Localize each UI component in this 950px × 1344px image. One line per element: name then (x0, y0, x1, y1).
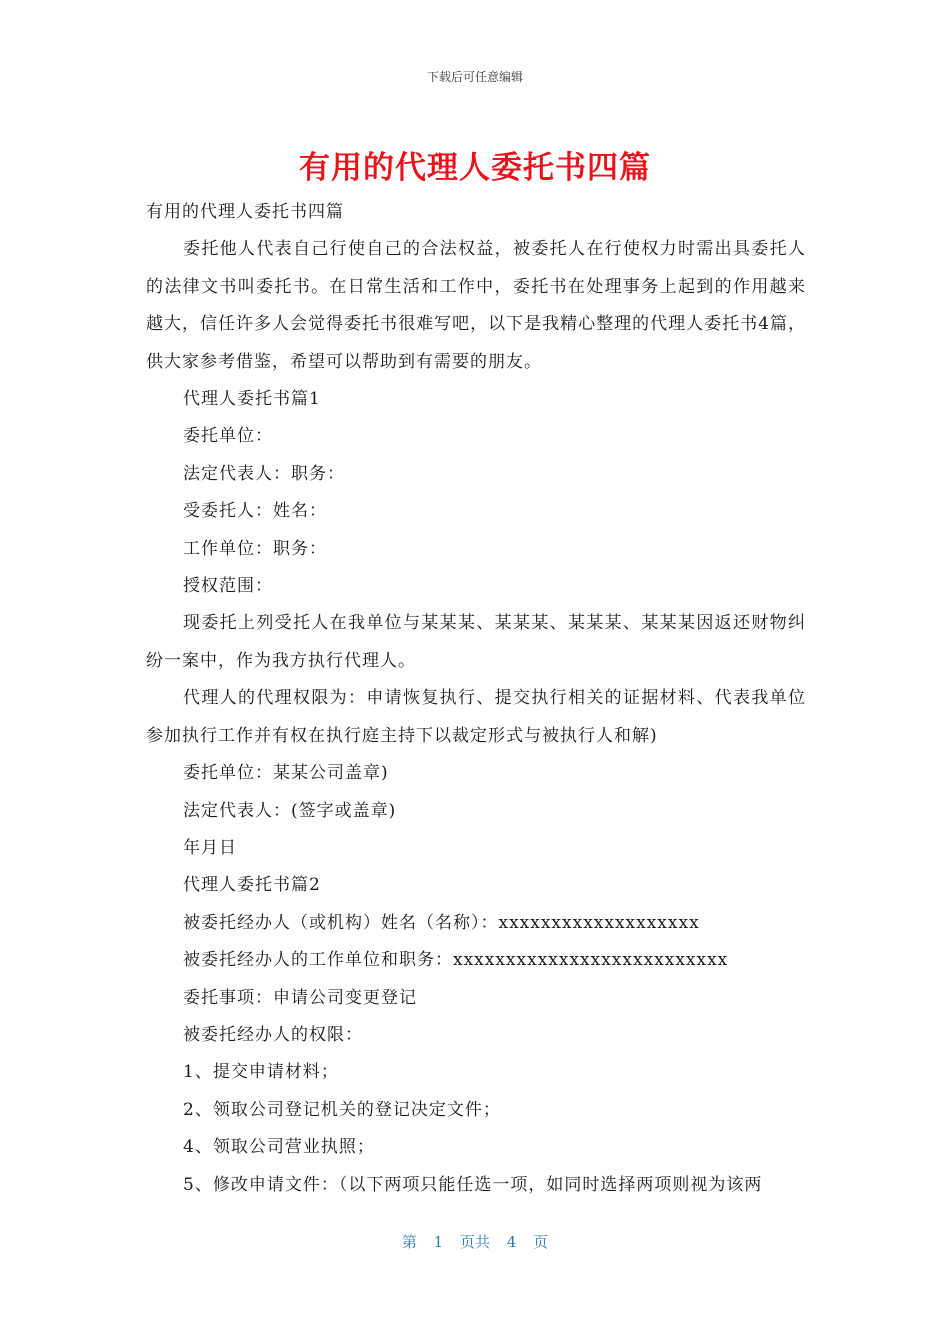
footer-mid-word: 页共 (459, 1233, 490, 1251)
document-title: 有用的代理人委托书四篇 (299, 150, 651, 186)
section-heading: 代理人委托书篇2 (183, 875, 321, 896)
paragraph: 受委托人：姓名： (183, 501, 327, 522)
paragraph: 代理人的代理权限为：申请恢复执行、提交执行相关的证据材料、代表我单位参加执行工作并有权在执行庭主持下以裁定形式与被执行人和解) (146, 688, 806, 746)
list-item: 1、提交申请材料； (183, 1062, 339, 1083)
footer-page-number: 1 (433, 1233, 444, 1251)
list-item: 5、修改申请文件：（以下两项只能任选一项，如同时选择两项则视为该两 (183, 1174, 763, 1195)
document-body (146, 194, 806, 1204)
paragraph: 被委托经办人的权限： (183, 1024, 363, 1045)
paragraph: 工作单位：职务： (183, 538, 327, 559)
paragraph: 委托单位： (183, 426, 273, 447)
paragraph: 年月日 (183, 837, 237, 858)
paragraph: 法定代表人：(签字或盖章) (183, 800, 397, 821)
paragraph: 被委托经办人（或机构）姓名（名称）：xxxxxxxxxxxxxxxxxxx (183, 912, 700, 933)
page-header: 下载后可任意编辑 (426, 70, 523, 84)
paragraph: 委托单位：某某公司盖章) (183, 763, 389, 784)
paragraph: 现委托上列受托人在我单位与某某某、某某某、某某某、某某某因返还财物纠纷一案中，作为我方执行代理人。 (146, 613, 806, 671)
paragraph: 有用的代理人委托书四篇 (146, 202, 344, 222)
paragraph: 委托他人代表自己行使自己的合法权益，被委托人在行使权力时需出具委托人的法律文书叫委托书。在日常生活和工作中，委托书在处理事务上起到的作用越来越大，信任许多人会觉得委托书很难写吧，以下是我精心整理的代理人委托书4篇，供大家参考借鉴，希望可以帮助到有需要的朋友。 (146, 239, 806, 372)
paragraph: 委托事项：申请公司变更登记 (183, 987, 417, 1008)
list-item: 2、领取公司登记机关的登记决定文件； (183, 1099, 501, 1120)
section-heading: 代理人委托书篇1 (183, 389, 321, 410)
list-item: 4、领取公司营业执照； (183, 1137, 375, 1158)
footer-total-pages: 4 (506, 1233, 517, 1251)
paragraph: 被委托经办人的工作单位和职务：xxxxxxxxxxxxxxxxxxxxxxxxxx (183, 950, 729, 971)
paragraph: 授权范围： (183, 576, 273, 597)
paragraph: 法定代表人：职务： (183, 463, 345, 484)
page-footer (0, 1231, 950, 1252)
footer-page-word: 第 (401, 1233, 417, 1251)
footer-end-word: 页 (533, 1233, 549, 1251)
